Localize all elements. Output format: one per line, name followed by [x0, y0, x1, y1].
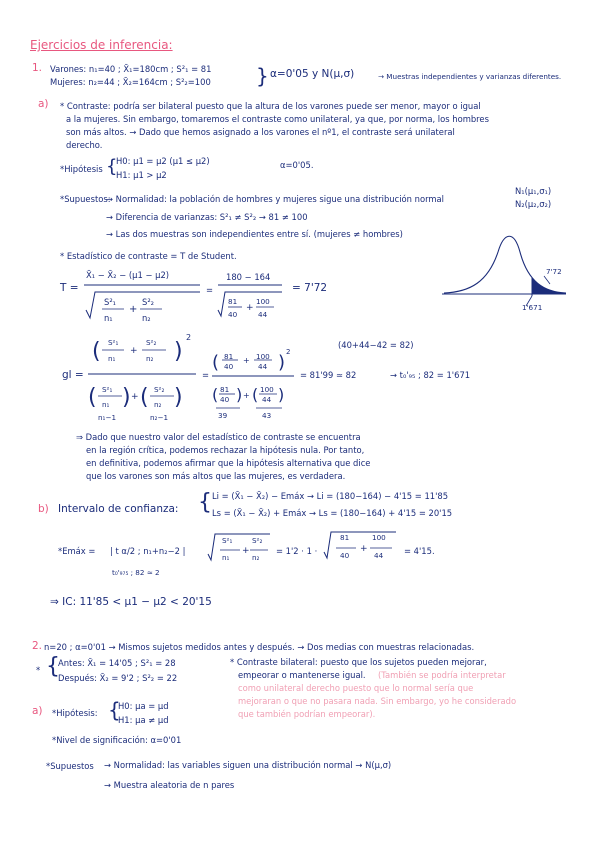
ex1-hipotesis-label: *Hipótesis: [60, 164, 103, 174]
t-n2: n₂: [142, 313, 151, 323]
ex1-conclusion-line: que los varones son más altos que las mujeres, es verdadera.: [86, 471, 346, 481]
emax-s2: S²₂: [252, 536, 263, 545]
t-s1: S²₁: [104, 297, 117, 307]
ex1-normal-1: N₁(μ₁,σ₁): [515, 186, 552, 196]
svg-text:): ): [236, 385, 243, 404]
ex1-part-a-label: a): [38, 98, 49, 110]
svg-text:+: +: [130, 346, 138, 356]
gl-n1b: n₁: [102, 400, 110, 409]
ex2-hipotesis-label: *Hipótesis:: [52, 708, 98, 718]
emax-v3: 40: [340, 551, 350, 560]
ex1-conclusion-line: ⇒ Dado que nuestro valor del estadístico de contraste se encuentra: [76, 432, 361, 442]
gl-n2: n₂: [146, 354, 154, 363]
ex1-data-varones: Varones: n₁=40 ; X̄₁=180cm ; S²₁ = 81: [50, 64, 212, 74]
svg-text:(: (: [212, 385, 219, 404]
ex2-nivel: *Nivel de significación: α=0'01: [52, 735, 182, 745]
emax-v4: 44: [374, 551, 384, 560]
curve-label-critical: 1'671: [522, 303, 543, 312]
ex2-part-a-label: a): [32, 705, 43, 717]
gl-39: 39: [218, 411, 228, 420]
gl-label: gl =: [62, 369, 84, 381]
ex2-header: n=20 ; α=0'01 → Mismos sujetos medidos antes y después. → Dos medias con muestras relacionadas.: [44, 642, 475, 652]
emax-n1: n₁: [222, 553, 230, 562]
gl-v3: 40: [224, 362, 234, 371]
svg-text:+: +: [131, 392, 139, 402]
ex2-supuesto: → Muestra aleatoria de n pares: [104, 780, 235, 790]
gl-n2b: n₂: [154, 400, 162, 409]
brace-symbol: {: [46, 654, 60, 679]
gl-v7: 40: [220, 395, 230, 404]
emax-values-sqrt: [322, 526, 398, 568]
emax-v1: 81: [340, 533, 350, 542]
gl-v6: 100: [260, 385, 274, 394]
emax-t: | t α/2 ; n₁+n₂−2 |: [110, 546, 186, 556]
emax-s1: S²₁: [222, 536, 233, 545]
gl-v5: 81: [220, 385, 230, 394]
equals-sign: =: [202, 370, 210, 380]
emax-final: = 4'15.: [404, 546, 435, 556]
ex1-supuesto: → Diferencia de varianzas: S²₁ ≠ S²₂ → 81 ≠ 100: [106, 212, 308, 222]
gl-s2: S²₂: [146, 338, 157, 347]
t-num-values: 180 − 164: [226, 272, 271, 282]
t-d3: 40: [228, 310, 238, 319]
ex1-alpha-note: → Muestras independientes y varianzas diferentes.: [378, 72, 562, 81]
ex1-conclusion-line: en la región crítica, podemos rechazar la hipótesis nula. Por tanto,: [86, 445, 365, 455]
gl-brace-note: (40+44−42 = 82): [338, 340, 414, 350]
ex2-nota-line: (También se podría interpretar: [378, 670, 506, 680]
gl-n1: n₁: [108, 354, 116, 363]
ex1-estadistico: * Estadístico de contraste = T de Student.: [60, 251, 237, 261]
emax-sqrt: [206, 528, 272, 568]
svg-text:(: (: [212, 352, 220, 373]
ex2-h1: H1: μa ≠ μd: [118, 715, 169, 725]
ex2-contraste-line: * Contraste bilateral: puesto que los sujetos pueden mejorar,: [230, 657, 487, 667]
exercise-1-number: 1.: [32, 62, 43, 74]
emax-v2: 100: [372, 533, 386, 542]
svg-text:2: 2: [286, 348, 291, 356]
ex1-supuesto: → Normalidad: la población de hombres y mujeres sigue una distribución normal: [106, 194, 444, 204]
bullet: *: [36, 665, 41, 675]
ex1-part-b-label: b): [38, 503, 49, 515]
svg-text:): ): [278, 385, 285, 404]
ex1-alpha-value: α=0'05.: [280, 160, 314, 170]
ex2-contraste-line: empeorar o mantenerse igual.: [238, 670, 366, 680]
ex1-normal-2: N₂(μ₂,σ₂): [515, 199, 552, 209]
brace-symbol: }: [256, 64, 269, 88]
gl-v1: 81: [224, 352, 234, 361]
svg-text:2: 2: [186, 333, 192, 342]
curve-label-t: 7'72: [546, 267, 562, 276]
ex1-contraste-line: a la mujeres. Sin embargo, tomaremos el contraste como unilateral, ya que, por norma, los hombres: [66, 114, 489, 124]
ex1-contraste-line: * Contraste: podría ser bilateral puesto que la altura de los varones puede ser menor, mayor o igual: [60, 101, 481, 111]
gl-n2-minus-1: n₂−1: [150, 413, 169, 422]
ex1-contraste-line: son más altos. → Dado que hemos asignado a los varones el nº1, el contraste será unilateral: [66, 127, 455, 137]
svg-text:+: +: [242, 546, 250, 556]
ex1-intervalo-label: Intervalo de confianza:: [58, 503, 179, 515]
ex2-nota-line: que también podrían empeorar).: [238, 709, 376, 719]
svg-text:(: (: [252, 385, 259, 404]
gl-s2b: S²₂: [154, 385, 165, 394]
ex1-conclusion-line: en definitiva, podemos afirmar que la hipótesis alternativa que dice: [86, 458, 371, 468]
ex2-despues: Después: X̄₂ = 9'2 ; S²₂ = 22: [58, 673, 178, 683]
emax-n2: n₂: [252, 553, 260, 562]
emax-result: = 1'2 · 1 ·: [276, 546, 318, 556]
gl-s1b: S²₁: [102, 385, 113, 394]
svg-text:+: +: [243, 356, 250, 365]
ex1-li: Li = (X̄₁ − X̄₂) − Emáx → Li = (180−164) − 4'15 = 11'85: [212, 491, 449, 501]
svg-text:): ): [174, 339, 183, 364]
gl-s1: S²₁: [108, 338, 119, 347]
brace-symbol: {: [198, 490, 212, 515]
svg-text:): ): [174, 385, 183, 410]
ex1-contraste-line: derecho.: [66, 140, 103, 150]
svg-text:): ): [122, 385, 131, 410]
ex1-ic: ⇒ IC: 11'85 < μ1 − μ2 < 20'15: [50, 596, 212, 608]
t-numerator: X̄₁ − X̄₂ − (μ1 − μ2): [86, 270, 170, 280]
t-s2: S²₂: [142, 297, 155, 307]
page-title: Ejercicios de inferencia:: [30, 38, 173, 52]
svg-text:+: +: [129, 304, 138, 315]
equals-sign: =: [206, 285, 214, 295]
gl-critical: → t₀'₉₅ ; 82 = 1'671: [390, 370, 471, 380]
svg-text:(: (: [88, 385, 97, 410]
gl-n1-minus-1: n₁−1: [98, 413, 117, 422]
svg-text:+: +: [246, 303, 254, 313]
ex1-h1: H1: μ1 > μ2: [116, 170, 167, 180]
gl-v4: 44: [258, 362, 268, 371]
t-n1: n₁: [104, 313, 113, 323]
gl-v2: 100: [256, 352, 270, 361]
t-d2: 100: [256, 297, 270, 306]
ex2-antes: Antes: X̄₁ = 14'05 ; S²₁ = 28: [58, 658, 176, 668]
gl-v8: 44: [262, 395, 272, 404]
gl-result: = 81'99 ≃ 82: [300, 370, 357, 380]
emax-label: *Emáx =: [58, 546, 96, 556]
ex1-ls: Ls = (X̄₁ − X̄₂) + Emáx → Ls = (180−164) + 4'15 = 20'15: [212, 508, 453, 518]
t-result: = 7'72: [292, 282, 328, 294]
svg-text:+: +: [360, 544, 368, 554]
exercise-2-number: 2.: [32, 640, 43, 652]
ex2-h0: H0: μa = μd: [118, 701, 169, 711]
ex1-supuestos-label: *Supuestos:: [60, 194, 111, 204]
brace-symbol: {: [106, 156, 118, 177]
svg-text:(: (: [92, 339, 101, 364]
ex2-nota-line: como unilateral derecho puesto que lo normal sería que: [238, 683, 474, 693]
ex1-alpha: α=0'05 y N(μ,σ): [270, 68, 355, 80]
svg-text:): ): [278, 352, 286, 373]
ex1-supuesto: → Las dos muestras son independientes entre sí. (mujeres ≠ hombres): [106, 229, 403, 239]
ex2-supuesto: → Normalidad: las variables siguen una distribución normal → N(μ,σ): [104, 760, 392, 770]
t-label: T =: [60, 282, 79, 294]
t-d4: 44: [258, 310, 268, 319]
ex1-data-mujeres: Mujeres: n₂=44 ; X̄₂=164cm ; S²₂=100: [50, 77, 211, 87]
svg-text:(: (: [140, 385, 149, 410]
ex2-supuestos-label: *Supuestos: [46, 761, 94, 771]
ex2-nota-line: mejoraran o que no pasara nada. Sin embargo, yo he considerado: [238, 696, 517, 706]
svg-text:+: +: [243, 391, 250, 400]
t-values-fraction: [216, 282, 286, 326]
gl-43: 43: [262, 411, 272, 420]
ex1-h0: H0: μ1 = μ2 (μ1 ≤ μ2): [116, 156, 210, 166]
t-d1: 81: [228, 297, 238, 306]
brace-symbol: {: [108, 698, 121, 722]
emax-critical: t₀'₉₇₅ ; 82 ≃ 2: [112, 568, 160, 577]
